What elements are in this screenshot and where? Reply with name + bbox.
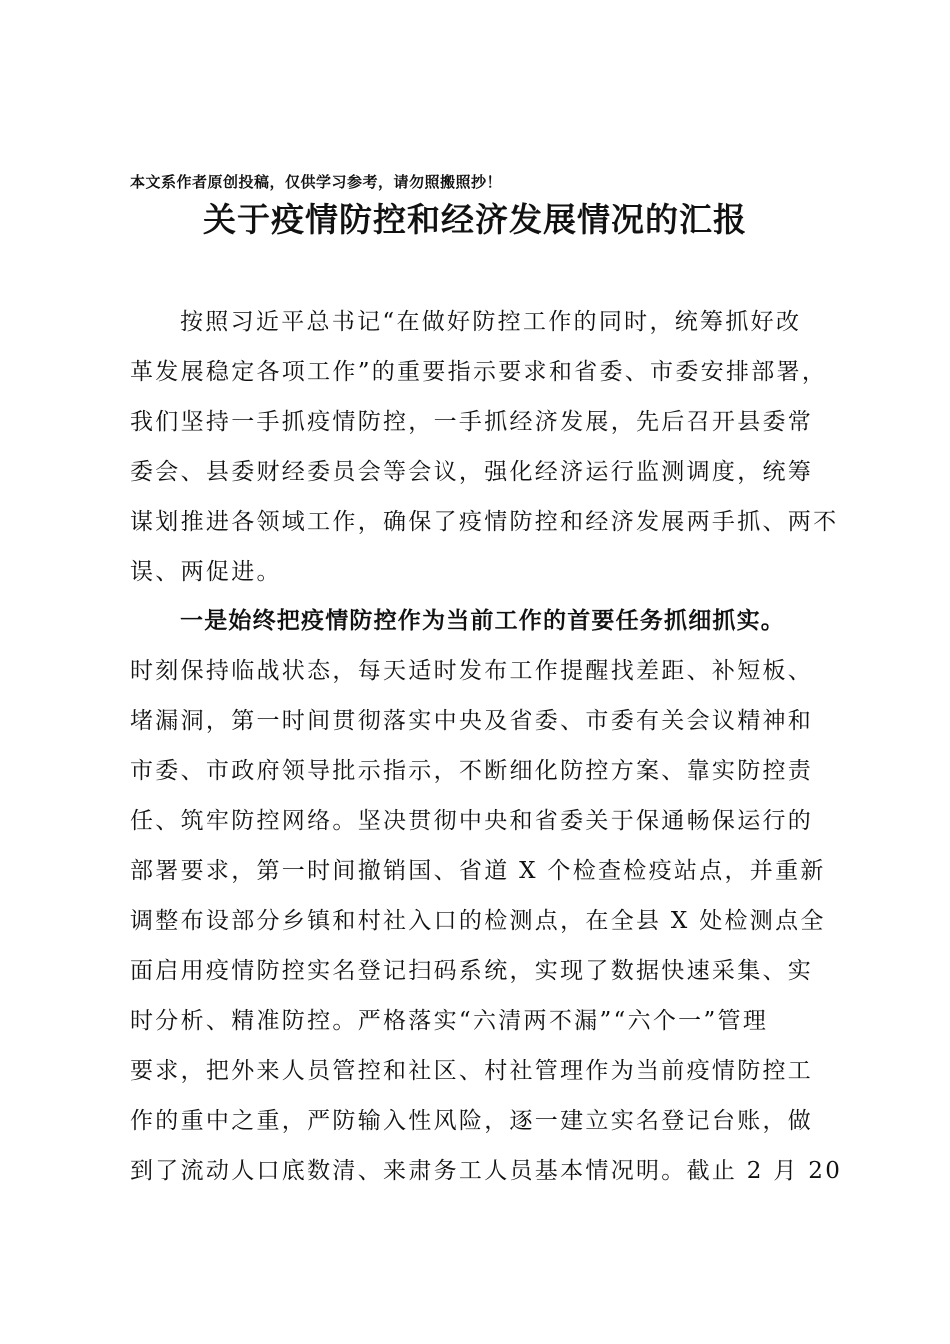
paragraph-line: 时分析、精准防控。严格落实“六清两不漏”“六个一”管理: [130, 1008, 769, 1034]
section-heading: 一是始终把疫情防控作为当前工作的首要任务抓细抓实。: [180, 608, 785, 634]
paragraph-line: 误、两促进。: [130, 559, 282, 585]
paragraph-line: 按照习近平总书记“在做好防控工作的同时，统筹抓好改: [180, 309, 802, 335]
paragraph-line: 革发展稳定各项工作”的重要指示要求和省委、市委安排部署，: [130, 359, 828, 385]
paragraph-line: 部署要求，第一时间撤销国、省道 X 个检查检疫站点，并重新: [130, 858, 826, 884]
paragraph-line: 作的重中之重，严防输入性风险，逐一建立实名登记台账，做: [130, 1108, 814, 1134]
paragraph-line: 要求，把外来人员管控和社区、村社管理作为当前疫情防控工: [130, 1058, 814, 1084]
paragraph-line: 市委、市政府领导批示指示，不断细化防控方案、靠实防控责: [130, 758, 814, 784]
paragraph-line: 面启用疫情防控实名登记扫码系统，实现了数据快速采集、实: [130, 958, 814, 984]
paragraph-line: 调整布设部分乡镇和村社入口的检测点，在全县 X 处检测点全: [130, 908, 826, 934]
paragraph-line: 谋划推进各领域工作，确保了疫情防控和经济发展两手抓、两不: [130, 509, 839, 535]
paragraph-line: 我们坚持一手抓疫情防控，一手抓经济发展，先后召开县委常: [130, 409, 814, 435]
paragraph-line: 到了流动人口底数清、来肃务工人员基本情况明。截止 2 月 20: [130, 1158, 843, 1184]
copyright-notice: 本文系作者原创投稿，仅供学习参考，请勿照搬照抄！: [130, 173, 503, 191]
paragraph-line: 时刻保持临战状态，每天适时发布工作提醒找差距、补短板、: [130, 658, 814, 684]
paragraph-line: 堵漏洞，第一时间贯彻落实中央及省委、市委有关会议精神和: [130, 708, 814, 734]
paragraph-line: 任、筑牢防控网络。坚决贯彻中央和省委关于保通畅保运行的: [130, 808, 814, 834]
document-title: 关于疫情防控和经济发展情况的汇报: [203, 200, 747, 239]
paragraph-line: 委会、县委财经委员会等会议，强化经济运行监测调度，统筹: [130, 459, 814, 485]
